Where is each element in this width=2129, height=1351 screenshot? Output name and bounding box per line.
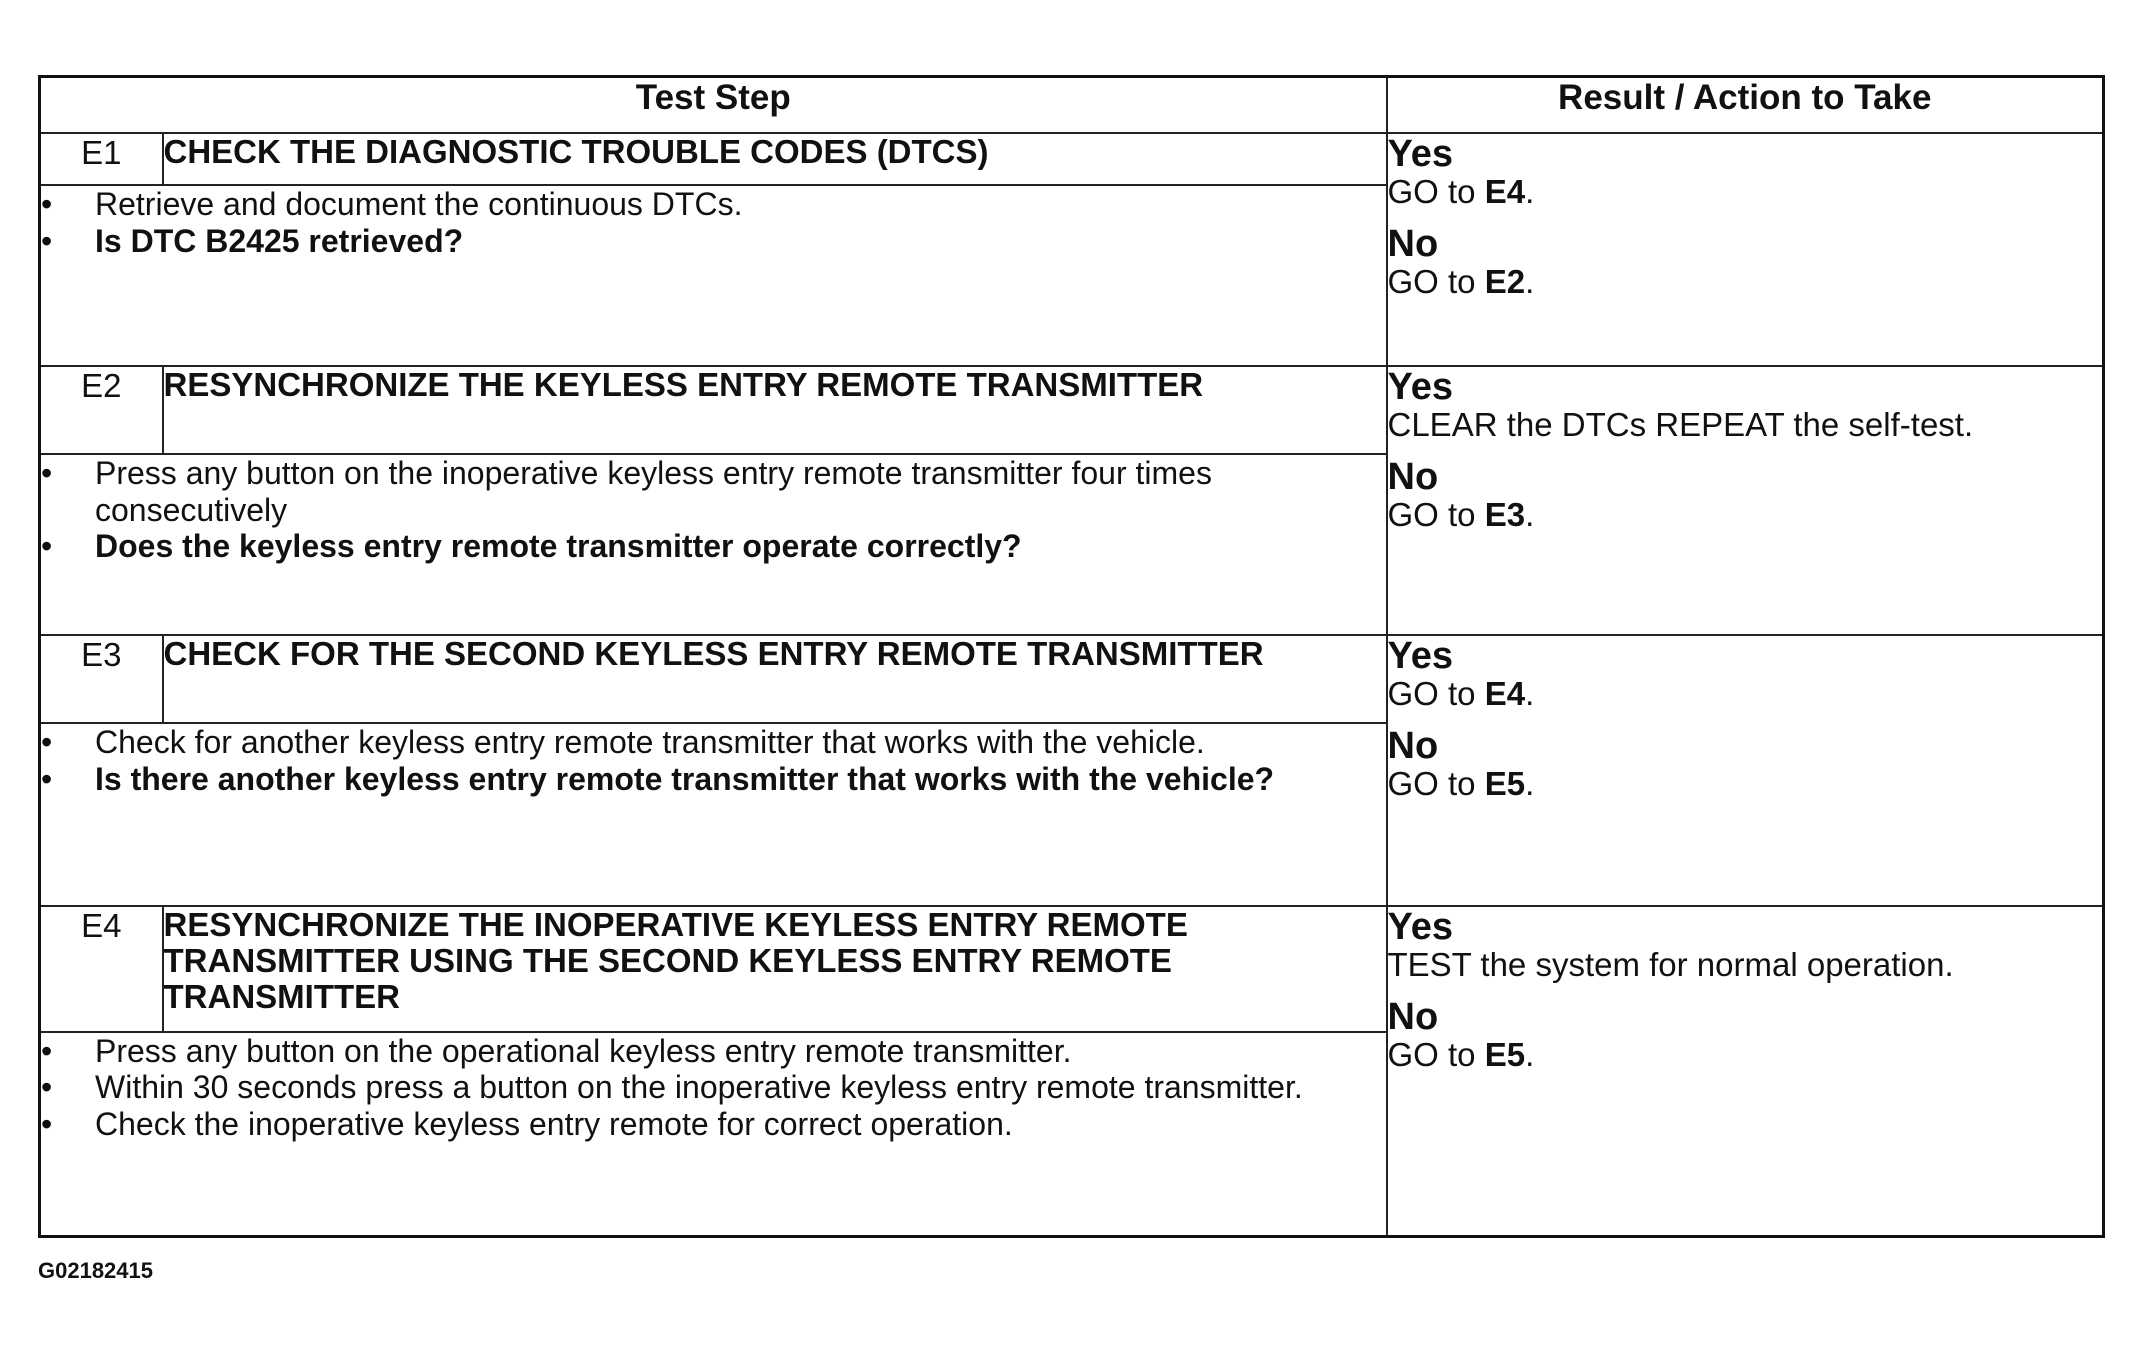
bullet-item: • Press any button on the inoperative keyless entry remote transmitter four times consecutively: [41, 455, 1212, 528]
step-title-row: [40, 635, 2104, 723]
bullet-item: • Retrieve and document the continuous DTCs.: [41, 186, 743, 223]
bullet-icon: •: [41, 222, 53, 259]
result-yes: [1388, 367, 2103, 443]
bullet-item: • Check for another keyless entry remote transmitter that works with the vehicle.: [41, 724, 1205, 761]
action-text: GO to E2.: [1387, 263, 1535, 300]
answer-label: No: [1387, 455, 1439, 498]
step-result: [1387, 635, 2104, 906]
answer-label: No: [1387, 725, 1439, 768]
bullet-icon: •: [41, 186, 53, 223]
action-text: GO to E5.: [1387, 1036, 1535, 1074]
bullet-item: • Within 30 seconds press a button on the inoperative keyless entry remote transmitter.: [41, 1069, 1303, 1106]
result-yes: [1388, 134, 2103, 210]
bullet-icon: •: [41, 760, 53, 797]
step-title-row: [40, 133, 2104, 185]
step-id: E2: [40, 366, 163, 454]
step-bullets: [41, 455, 1386, 565]
action-text: CLEAR the DTCs REPEAT the self-test.: [1387, 405, 1974, 443]
step-id: E1: [40, 133, 163, 185]
step-reference: E4: [1484, 173, 1526, 210]
step-body: [40, 723, 1387, 906]
step-result: [1387, 906, 2104, 1236]
result-no: [1388, 224, 2103, 300]
step-result: [1387, 133, 2104, 366]
step-title: CHECK THE DIAGNOSTIC TROUBLE CODES (DTCS): [163, 133, 1387, 185]
step-result: [1387, 366, 2104, 635]
result-no: [1388, 457, 2103, 533]
result-no: [1388, 726, 2103, 802]
bullet-icon: •: [41, 1032, 53, 1069]
step-reference: E3: [1484, 495, 1526, 533]
step-reference: E4: [1484, 675, 1526, 713]
result-header: Result / Action to Take: [1387, 77, 2104, 134]
bullet-question: • Is there another keyless entry remote transmitter that works with the vehicle?: [41, 760, 1275, 797]
bullet-icon: •: [41, 1105, 53, 1142]
test-step-header: Test Step: [40, 77, 1387, 134]
result-yes: [1388, 907, 2103, 983]
step-title-row: [40, 366, 2104, 454]
action-text: TEST the system for normal operation.: [1387, 946, 1954, 984]
step-reference: E2: [1484, 263, 1526, 300]
answer-label: Yes: [1387, 133, 1454, 175]
step-body: [40, 185, 1387, 366]
action-text: GO to E3.: [1387, 495, 1535, 533]
step-reference: E5: [1484, 765, 1526, 803]
answer-label: Yes: [1387, 365, 1454, 408]
bullet-icon: •: [41, 528, 53, 565]
diagnostic-table: [38, 75, 2105, 1238]
step-body: [40, 454, 1387, 635]
bullet-icon: •: [41, 455, 53, 492]
step-id: E3: [40, 635, 163, 723]
step-id: E4: [40, 906, 163, 1032]
bullet-icon: •: [41, 1069, 53, 1106]
result-yes: [1388, 636, 2103, 712]
result-no: [1388, 997, 2103, 1073]
step-title: RESYNCHRONIZE THE INOPERATIVE KEYLESS ENTRY REMOTE TRANSMITTER USING THE SECOND KEYLESS ENTRY REMOTE TRANSMITTER: [163, 906, 1387, 1032]
bullet-question: • Is DTC B2425 retrieved?: [41, 222, 464, 259]
figure-id: G02182415: [38, 1258, 153, 1283]
bullet-item: • Check the inoperative keyless entry remote for correct operation.: [41, 1105, 1013, 1142]
step-title: RESYNCHRONIZE THE KEYLESS ENTRY REMOTE TRANSMITTER: [163, 366, 1387, 454]
bullet-question: • Does the keyless entry remote transmitter operate correctly?: [41, 528, 1022, 565]
step-bullets: [41, 724, 1386, 797]
action-text: GO to E5.: [1387, 765, 1535, 803]
answer-label: Yes: [1387, 906, 1454, 949]
answer-label: No: [1387, 223, 1439, 265]
step-bullets: [41, 1033, 1386, 1143]
action-text: GO to E4.: [1387, 173, 1535, 210]
step-reference: E5: [1484, 1036, 1526, 1074]
step-title: CHECK FOR THE SECOND KEYLESS ENTRY REMOTE TRANSMITTER: [163, 635, 1387, 723]
bullet-item: • Press any button on the operational keyless entry remote transmitter.: [41, 1032, 1072, 1069]
step-title-row: [40, 906, 2104, 1032]
step-bullets: [41, 186, 1386, 259]
answer-label: Yes: [1387, 635, 1454, 678]
answer-label: No: [1387, 996, 1439, 1039]
bullet-icon: •: [41, 724, 53, 761]
step-body: [40, 1032, 1387, 1237]
header-row: [40, 77, 2104, 134]
action-text: GO to E4.: [1387, 675, 1535, 713]
